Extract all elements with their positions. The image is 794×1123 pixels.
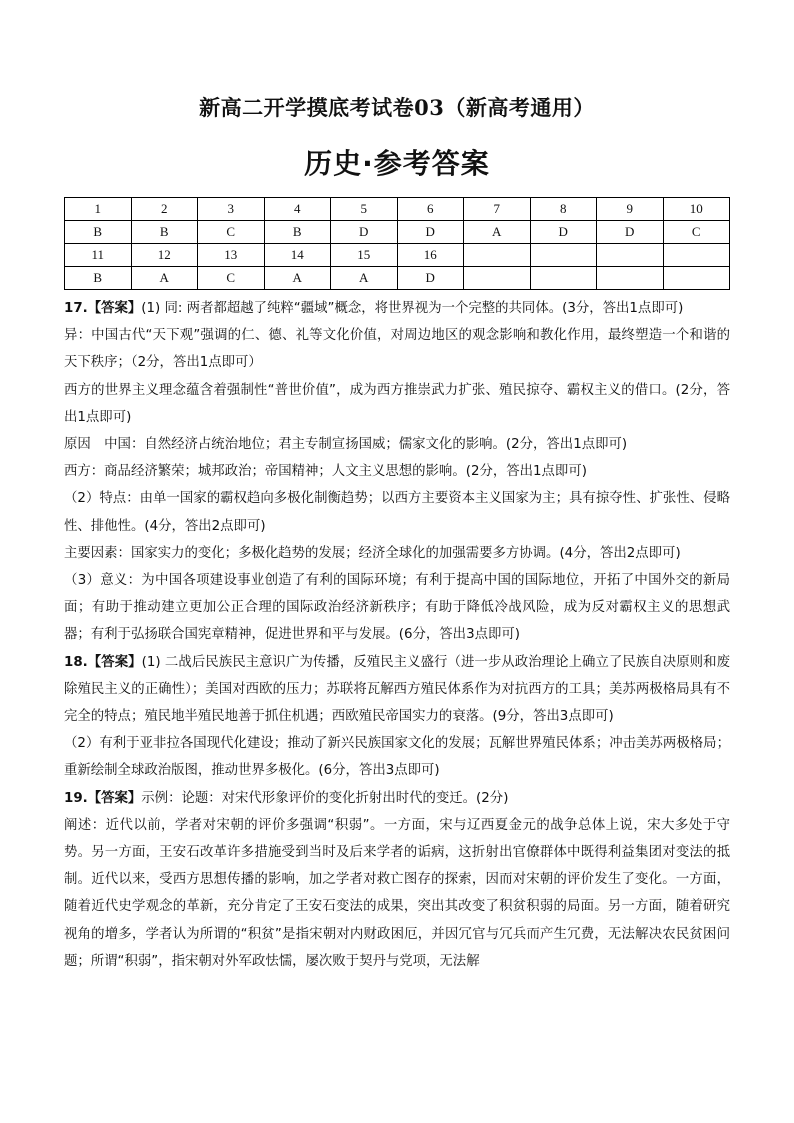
answer-table-cell: 11 <box>65 244 132 267</box>
answer-table-cell: 15 <box>331 244 398 267</box>
q17-part3: 西方的世界主义理念蕴含着强制性“普世价值”，成为西方推崇武力扩张、殖民掠夺、霸权主义的借口。(2分，答出1点即可) <box>64 382 730 425</box>
answer-table-cell: 4 <box>264 198 331 221</box>
answer-table-cell: 16 <box>397 244 464 267</box>
answer-body <box>64 295 730 975</box>
answer-table-row <box>65 267 730 290</box>
answer-table-cell: B <box>65 267 132 290</box>
answer-table-cell: 9 <box>597 198 664 221</box>
answer-table-cell: 14 <box>264 244 331 267</box>
answer-table-cell: B <box>131 221 198 244</box>
answer-table-cell: 3 <box>198 198 265 221</box>
answer-table-cell: D <box>397 267 464 290</box>
q17-part8: （3）意义：为中国各项建设事业创造了有利的国际环境；有利于提高中国的国际地位，开拓了中国外交的新局面；有助于推动建立更加公正合理的国际政治经济新秩序；有助于降低冷战风险，成为反对霸权主义的思想武器；有利于弘扬联合国宪章精神，促进世界和平与发展。(6分，答出3点即可) <box>64 573 730 643</box>
answer-table-cell: 8 <box>530 198 597 221</box>
q17-part7: 主要因素：国家实力的变化；多极化趋势的发展；经济全球化的加强需要多方协调。(4分，答出2点即可) <box>64 545 681 561</box>
answer-table-cell: D <box>597 221 664 244</box>
answer-table-cell: 6 <box>397 198 464 221</box>
answer-table-cell <box>530 267 597 290</box>
q17-part1: 17.【答案】(1) 同: 两者都超越了纯粹“疆域”概念，将世界视为一个完整的共同体。(3分，答出1点即可) <box>64 301 684 316</box>
answer-table-row <box>65 244 730 267</box>
answer-table-cell: A <box>331 267 398 290</box>
answer-table-cell <box>464 244 531 267</box>
answer-table-cell: 12 <box>131 244 198 267</box>
q17-number: 17. <box>64 301 88 316</box>
answer-table-cell: 2 <box>131 198 198 221</box>
answer-table-cell: 5 <box>331 198 398 221</box>
q18-part2: （2）有利于亚非拉各国现代化建设；推动了新兴民族国家文化的发展；瓦解世界殖民体系；冲击美苏两极格局；重新绘制全球政治版图，推动世界多极化。(6分，答出3点即可) <box>64 736 730 779</box>
page-title: 新高二开学摸底考试卷03（新高考通用） <box>199 95 595 120</box>
answer-table <box>64 197 730 290</box>
q18-part1: 18.【答案】(1) 二战后民族民主意识广为传播，反殖民主义盛行（进一步从政治理论上确立了民族自决原则和废除殖民主义的正确性）；美国对西欧的压力；苏联将瓦解西方殖民体系作为对抗西方的工具；美苏两极格局具有不完全的特点；殖民地半殖民地善于抓住机遇；西欧殖民帝国实力的衰落。(9分，答出3点即可) <box>64 654 730 725</box>
answer-table-cell <box>663 244 730 267</box>
answer-table-cell: D <box>331 221 398 244</box>
q17-part6: （2）特点：由单一国家的霸权趋向多极化制衡趋势；以西方主要资本主义国家为主；具有掠夺性、扩张性、侵略性、排他性。(4分，答出2点即可) <box>64 491 730 534</box>
q18-number: 18. <box>64 654 88 670</box>
answer-table-cell: B <box>264 221 331 244</box>
answer-table-cell: A <box>131 267 198 290</box>
answer-table-cell: 10 <box>663 198 730 221</box>
answer-table-cell: 7 <box>464 198 531 221</box>
q19-part1: 19.【答案】示例：论题：对宋代形象评价的变化折射出时代的变迁。(2分) <box>64 790 509 806</box>
q17-part4: 原因 中国：自然经济占统治地位；君主专制宣扬国威；儒家文化的影响。(2分，答出1点即可) <box>64 437 628 453</box>
q17-part5: 西方：商品经济繁荣；城邦政治；帝国精神；人文主义思想的影响。(2分，答出1点即可) <box>64 464 587 480</box>
answer-table-cell <box>530 244 597 267</box>
answer-table-cell: D <box>397 221 464 244</box>
q19-answer-tag: 【答案】 <box>87 790 142 806</box>
page-subtitle: 历史·参考答案 <box>304 147 490 180</box>
answer-table-cell <box>597 267 664 290</box>
q17-part2: 异：中国古代“天下观”强调的仁、德、礼等文化价值，对周边地区的观念影响和教化作用，最终塑造一个和谐的天下秩序；（2分，答出1点即可） <box>64 328 730 371</box>
q19-number: 19. <box>64 790 88 806</box>
q18-answer-tag: 【答案】 <box>87 654 142 670</box>
answer-table-row <box>65 198 730 221</box>
answer-table-cell: A <box>464 221 531 244</box>
answer-table-cell: 1 <box>65 198 132 221</box>
answer-table-cell: D <box>530 221 597 244</box>
answer-table-cell: A <box>264 267 331 290</box>
answer-table-cell: C <box>663 221 730 244</box>
answer-table-cell <box>464 267 531 290</box>
answer-table-cell: B <box>65 221 132 244</box>
answer-table-cell <box>663 267 730 290</box>
answer-table-cell: C <box>198 221 265 244</box>
answer-table-cell: 13 <box>198 244 265 267</box>
q19-part2: 阐述：近代以前，学者对宋朝的评价多强调“积弱”。一方面，宋与辽西夏金元的战争总体上说，宋大多处于守势。另一方面，王安石改革许多措施受到当时及后来学者的诟病，这折射出官僚群体中既得利益集团对变法的抵制。近代以来，受西方思想传播的影响，加之学者对救亡图存的探索，因而对宋朝的评价发生了变化。一方面，随着近代史学观念的革新，充分肯定了王安石变法的成果，突出其改变了积贫积弱的局面。另一方面，随着研究视角的增多，学者认为所谓的“积贫”是指宋朝对内财政困厄，并因冗官与冗兵而产生冗费，无法解决农民贫困问题；所谓“积弱”，指宋朝对外军政怯懦，屡次败于契丹与党项，无法解 <box>64 817 730 969</box>
answer-table-cell <box>597 244 664 267</box>
answer-table-row <box>65 221 730 244</box>
q17-answer-tag: 【答案】 <box>87 301 142 316</box>
answer-table-cell: C <box>198 267 265 290</box>
